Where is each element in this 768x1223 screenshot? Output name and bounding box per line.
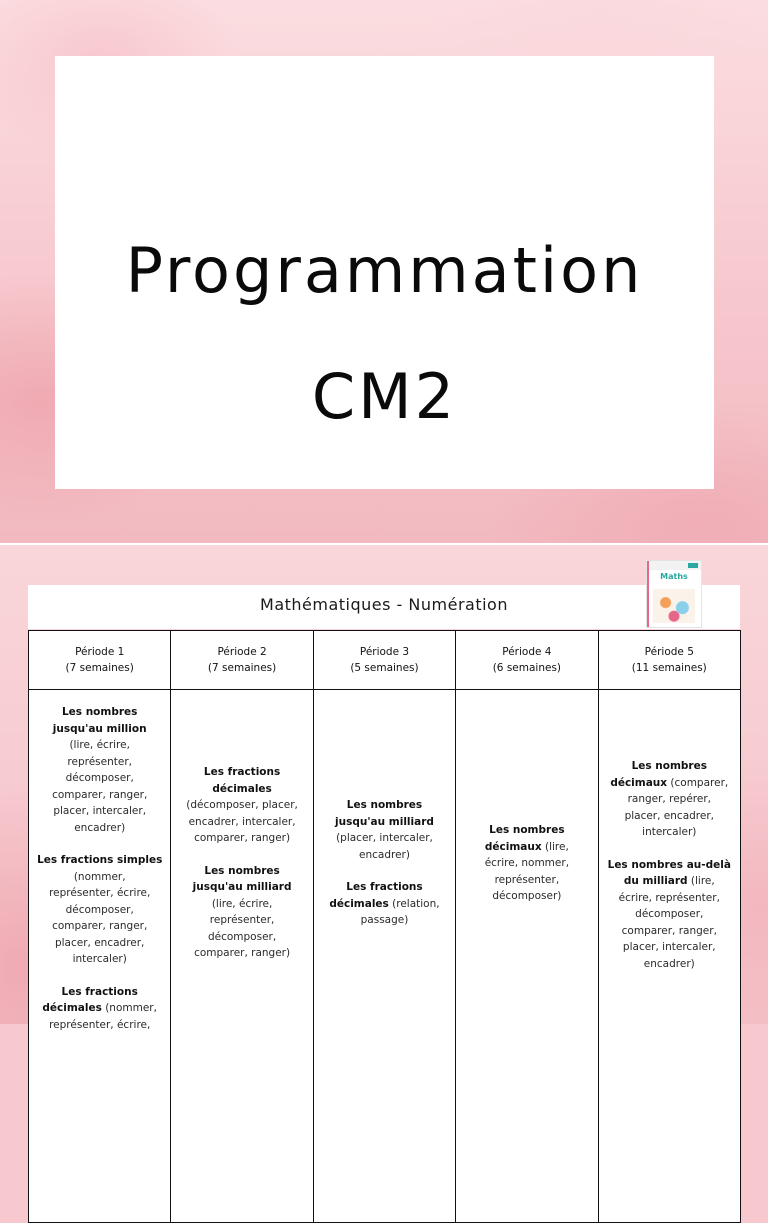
topic-title: jusqu'au milliard bbox=[192, 881, 292, 893]
topic-title: décimales bbox=[329, 897, 389, 910]
topic-detail: écrire, représenter, bbox=[618, 891, 720, 904]
period-5-content bbox=[598, 690, 740, 1223]
topic-title: décimales bbox=[42, 1002, 102, 1014]
period-header-5 bbox=[598, 631, 740, 690]
content-block bbox=[35, 704, 164, 836]
programmation-table bbox=[28, 630, 741, 1223]
content-block bbox=[462, 822, 591, 905]
title-slide bbox=[0, 0, 768, 543]
topic-title: Les fractions simples bbox=[37, 854, 163, 866]
period-name: Période 1 bbox=[75, 645, 125, 658]
topic-detail: (décomposer, placer, bbox=[186, 799, 298, 811]
period-header-4 bbox=[456, 631, 598, 690]
topic-detail: (lire, écrire, bbox=[69, 739, 130, 751]
subject-title: Mathématiques - Numération bbox=[260, 595, 508, 614]
topic-title: du milliard bbox=[623, 875, 688, 887]
content-block bbox=[320, 797, 449, 863]
topic-detail: (lire, écrire, bbox=[211, 897, 273, 910]
topic-detail: (relation, bbox=[388, 897, 440, 910]
title-card bbox=[55, 56, 714, 489]
period-name: Période 4 bbox=[502, 645, 552, 658]
period-2-content bbox=[171, 690, 313, 1223]
topic-detail: encadrer) bbox=[643, 957, 695, 970]
topic-detail: placer, intercaler, bbox=[622, 941, 716, 953]
topic-detail: ranger, repérer, bbox=[627, 793, 711, 805]
textbook-cover-image bbox=[646, 560, 702, 628]
period-weeks: (7 semaines) bbox=[207, 662, 277, 674]
topic-title: Les nombres bbox=[489, 824, 565, 836]
topic-detail: comparer, ranger, bbox=[52, 788, 148, 801]
period-header-2 bbox=[171, 631, 313, 690]
topic-detail: placer, intercaler, bbox=[53, 805, 147, 817]
period-1-content bbox=[29, 690, 171, 1223]
book-spine bbox=[647, 561, 649, 627]
period-header-1 bbox=[29, 631, 171, 690]
topic-title: décimaux bbox=[484, 840, 542, 853]
period-3-content bbox=[313, 690, 455, 1223]
content-block bbox=[177, 764, 306, 847]
topic-detail: écrire, nommer, bbox=[484, 857, 570, 869]
table-content-row bbox=[29, 690, 741, 1223]
header-strip bbox=[28, 585, 740, 629]
topic-detail: (comparer, bbox=[667, 776, 729, 789]
content-block bbox=[605, 758, 734, 841]
topic-detail: placer, encadrer, bbox=[54, 936, 145, 949]
period-weeks: (5 semaines) bbox=[350, 662, 419, 674]
title-level: CM2 bbox=[311, 360, 458, 433]
topic-detail: représenter, bbox=[209, 914, 275, 926]
topic-detail: comparer, ranger, bbox=[52, 920, 148, 932]
topic-detail: comparer, ranger) bbox=[194, 947, 291, 959]
topic-detail: (lire, bbox=[687, 875, 715, 887]
topic-title: Les fractions bbox=[61, 985, 138, 998]
topic-detail: (nommer, bbox=[73, 870, 126, 883]
content-block bbox=[177, 863, 306, 962]
topic-detail: encadrer) bbox=[74, 821, 126, 834]
topic-detail: passage) bbox=[360, 914, 409, 926]
period-weeks: (11 semaines) bbox=[631, 662, 707, 674]
book-illustration bbox=[653, 589, 695, 623]
period-name: Période 2 bbox=[217, 645, 267, 658]
topic-detail: placer, encadrer, bbox=[624, 809, 714, 822]
period-name: Période 5 bbox=[644, 645, 694, 658]
topic-title: jusqu'au milliard bbox=[335, 815, 434, 828]
table-header-row bbox=[29, 631, 741, 690]
topic-detail: décomposer, bbox=[635, 908, 704, 920]
title-programmation: Programmation bbox=[125, 234, 644, 307]
period-name: Période 3 bbox=[359, 645, 410, 658]
topic-detail: encadrer) bbox=[359, 848, 410, 861]
topic-title: Les nombres bbox=[204, 864, 280, 877]
topic-detail: représenter, écrire, bbox=[49, 1018, 151, 1031]
topic-detail: décomposer, bbox=[207, 930, 277, 943]
topic-detail: (placer, intercaler, bbox=[336, 832, 433, 844]
content-block bbox=[35, 852, 164, 968]
topic-detail: (nommer, bbox=[101, 1002, 157, 1014]
topic-detail: décomposer) bbox=[492, 890, 562, 902]
topic-detail: (lire, bbox=[541, 840, 569, 853]
book-title: Maths bbox=[660, 572, 688, 581]
topic-detail: intercaler) bbox=[72, 953, 127, 965]
topic-detail: décomposer, bbox=[65, 903, 134, 916]
topic-detail: encadrer, intercaler, bbox=[188, 815, 296, 828]
period-weeks: (6 semaines) bbox=[492, 662, 562, 674]
topic-detail: intercaler) bbox=[642, 826, 697, 838]
topic-title: Les nombres bbox=[631, 760, 707, 772]
topic-detail: représenter, bbox=[494, 873, 560, 886]
topic-title: décimales bbox=[212, 782, 272, 795]
topic-title: Les nombres bbox=[346, 799, 423, 811]
topic-detail: représenter, écrire, bbox=[49, 887, 151, 899]
topic-detail: décomposer, bbox=[65, 772, 134, 784]
content-block bbox=[35, 984, 164, 1034]
period-weeks: (7 semaines) bbox=[65, 662, 134, 674]
numeration-slide bbox=[0, 545, 768, 1031]
topic-title: Les fractions bbox=[203, 766, 281, 778]
topic-detail: comparer, ranger) bbox=[194, 832, 291, 844]
content-block bbox=[320, 879, 449, 929]
topic-detail: représenter, bbox=[67, 755, 132, 768]
period-header-3 bbox=[313, 631, 455, 690]
topic-title: Les nombres au-delà bbox=[607, 858, 731, 871]
period-4-content bbox=[456, 690, 598, 1223]
topic-title: jusqu'au million bbox=[52, 722, 147, 735]
topic-title: Les fractions bbox=[346, 881, 423, 893]
topic-title: Les nombres bbox=[61, 706, 138, 718]
book-tag bbox=[688, 563, 698, 568]
topic-title: décimaux bbox=[610, 776, 668, 789]
topic-detail: comparer, ranger, bbox=[621, 924, 717, 937]
content-block bbox=[605, 857, 734, 973]
